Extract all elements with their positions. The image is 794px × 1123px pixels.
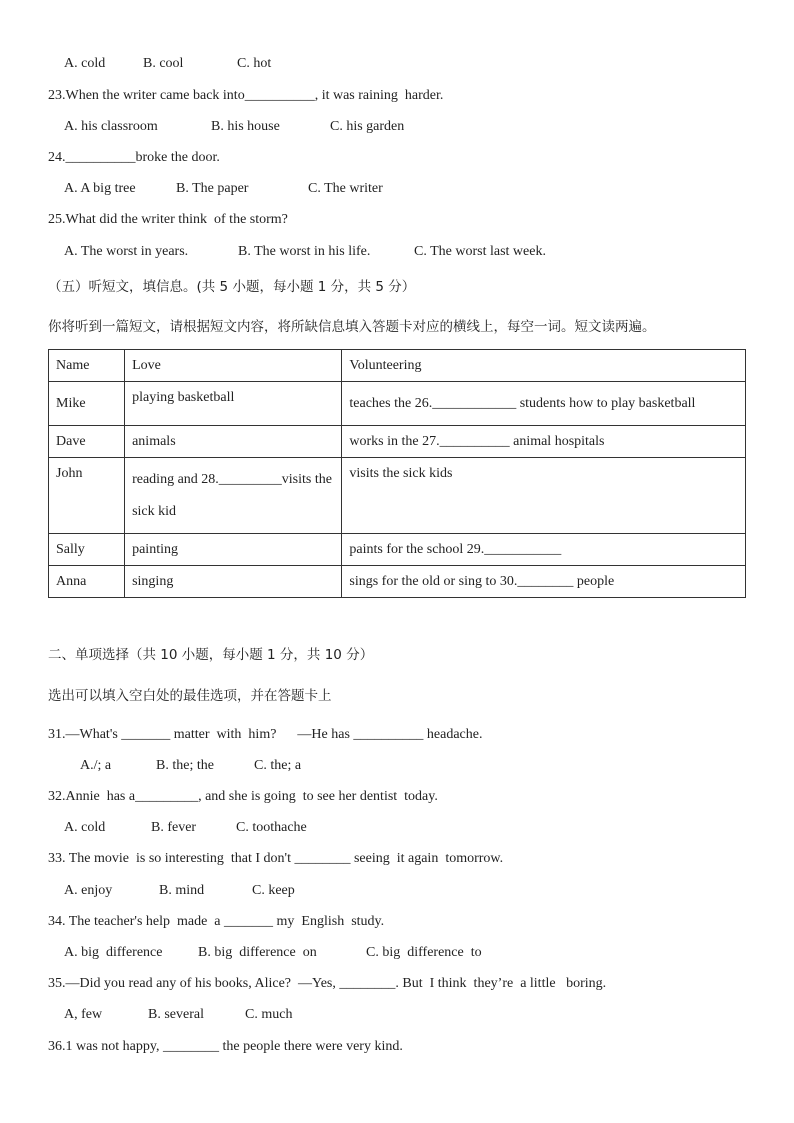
header-love: Love bbox=[125, 350, 342, 382]
table-row bbox=[49, 566, 746, 598]
q34-option-c: C. big difference to bbox=[366, 945, 482, 960]
cell-volunteering: teaches the 26.____________ students how to play basketball bbox=[342, 382, 746, 426]
cell-love: singing bbox=[125, 566, 342, 598]
q32-option-c: C. toothache bbox=[236, 820, 307, 835]
q31-option-b: B. the; the bbox=[156, 758, 214, 773]
q22-option-c: C. hot bbox=[237, 56, 272, 71]
cell-love: playing basketball bbox=[125, 382, 342, 426]
cell-name: John bbox=[49, 458, 125, 534]
cell-volunteering: sings for the old or sing to 30.________ people bbox=[342, 566, 746, 598]
cell-volunteering: works in the 27.__________ animal hospitals bbox=[342, 426, 746, 458]
q33-option-b: B. mind bbox=[159, 883, 205, 898]
q35-option-a: A, few bbox=[64, 1007, 103, 1022]
q31-stem: 31.—What's _______ matter with him? —He has __________ headache. bbox=[48, 727, 483, 742]
q31-option-a: A./; a bbox=[80, 758, 112, 773]
q33-stem: 33. The movie is so interesting that I don't ________ seeing it again tomorrow. bbox=[48, 851, 504, 866]
q34-option-a: A. big difference bbox=[64, 945, 163, 960]
q35-stem: 35.—Did you read any of his books, Alice? —Yes, ________. But I think they’re a little boring. bbox=[48, 976, 607, 991]
q32-option-b: B. fever bbox=[151, 820, 197, 835]
section-five-instruction: 你将听到一篇短文，请根据短文内容，将所缺信息填入答题卡对应的横线上，每空一词。短文读两遍。 bbox=[48, 319, 656, 335]
table-row bbox=[49, 426, 746, 458]
q25-option-c: C. The worst last week. bbox=[414, 244, 546, 259]
header-name: Name bbox=[49, 350, 125, 382]
q22-option-b: B. cool bbox=[143, 56, 184, 71]
table-header-row bbox=[49, 350, 746, 382]
cell-name: Anna bbox=[49, 566, 125, 598]
cell-love: painting bbox=[125, 534, 342, 566]
table-row bbox=[49, 382, 746, 426]
q25-stem: 25.What did the writer think of the storm? bbox=[48, 212, 288, 227]
table-row bbox=[49, 534, 746, 566]
q24-option-c: C. The writer bbox=[308, 181, 383, 196]
q23-stem: 23.When the writer came back into__________, it was raining harder. bbox=[48, 88, 444, 103]
q22-option-a: A. cold bbox=[64, 56, 106, 71]
q24-stem: 24.__________broke the door. bbox=[48, 150, 220, 165]
cell-love: animals bbox=[125, 426, 342, 458]
q34-stem: 34. The teacher's help made a _______ my English study. bbox=[48, 914, 385, 929]
q33-option-a: A. enjoy bbox=[64, 883, 113, 898]
cell-name: Sally bbox=[49, 534, 125, 566]
info-table bbox=[48, 349, 746, 598]
q32-stem: 32.Annie has a_________, and she is going to see her dentist today. bbox=[48, 789, 438, 804]
q31-option-c: C. the; a bbox=[254, 758, 302, 773]
q23-option-c: C. his garden bbox=[330, 119, 405, 134]
cell-name: Mike bbox=[49, 382, 125, 426]
section-five-title: （五）听短文，填信息。(共 5 小题，每小题 1 分，共 5 分） bbox=[48, 279, 416, 295]
q35-option-c: C. much bbox=[245, 1007, 293, 1022]
header-volunteering: Volunteering bbox=[342, 350, 746, 382]
cell-love: reading and 28._________visits the sick kid bbox=[125, 458, 342, 534]
q35-option-b: B. several bbox=[148, 1007, 204, 1022]
q23-option-a: A. his classroom bbox=[64, 119, 158, 134]
q34-option-b: B. big difference on bbox=[198, 945, 317, 960]
q32-option-a: A. cold bbox=[64, 820, 106, 835]
q24-option-b: B. The paper bbox=[176, 181, 249, 196]
q36-stem: 36.1 was not happy, ________ the people there were very kind. bbox=[48, 1039, 403, 1054]
q25-option-a: A. The worst in years. bbox=[64, 244, 189, 259]
cell-volunteering: visits the sick kids bbox=[342, 458, 746, 534]
cell-volunteering: paints for the school 29.___________ bbox=[342, 534, 746, 566]
q25-option-b: B. The worst in his life. bbox=[238, 244, 371, 259]
cell-name: Dave bbox=[49, 426, 125, 458]
table-row bbox=[49, 458, 746, 534]
q33-option-c: C. keep bbox=[252, 883, 295, 898]
part-two-instruction: 选出可以填入空白处的最佳选项，并在答题卡上 bbox=[48, 688, 332, 704]
q23-option-b: B. his house bbox=[211, 119, 280, 134]
part-two-title: 二、单项选择（共 10 小题，每小题 1 分，共 10 分） bbox=[48, 647, 374, 663]
q24-option-a: A. A big tree bbox=[64, 181, 136, 196]
